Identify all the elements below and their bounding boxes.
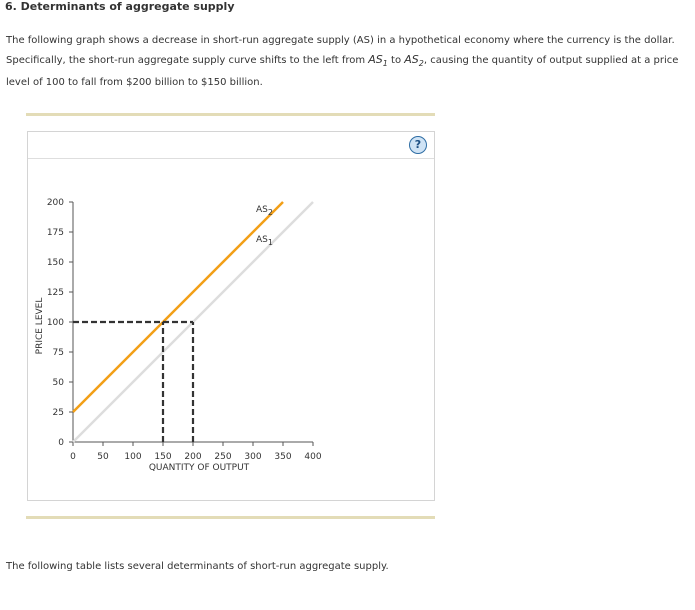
x-tick-label: 300 xyxy=(244,452,262,462)
intro-part1: The following graph shows a decrease in short-run aggregate supply (AS) in a hypothetical economy where the currency is the dollar. Specifically, the short-run aggregate supply curve shifts to the left from xyxy=(6,35,675,66)
y-tick-label: 75 xyxy=(52,348,64,358)
as2-curve-label-text: AS xyxy=(256,205,268,215)
question-intro xyxy=(6,31,686,92)
as1-symbol: $AS_1$ xyxy=(368,53,388,69)
y-tick-label: 200 xyxy=(46,198,64,208)
y-tick-label: 100 xyxy=(46,318,64,328)
x-tick-label: 0 xyxy=(70,452,76,462)
top-divider xyxy=(26,113,435,116)
y-tick-label: 125 xyxy=(46,288,64,298)
y-tick-label: 25 xyxy=(52,408,64,418)
x-tick-label: 400 xyxy=(304,452,322,462)
x-tick-label: 200 xyxy=(184,452,202,462)
help-button[interactable]: ? xyxy=(409,136,427,154)
as-chart xyxy=(28,132,434,500)
intro-to: to xyxy=(387,55,405,66)
x-tick-label: 250 xyxy=(214,452,232,462)
intro-part2: , causing the quantity of output supplied at a price level of 100 to fall from $200 billion to $150 billion. xyxy=(6,55,679,89)
as2-curve-label xyxy=(256,205,273,217)
as2-symbol: $AS_2$ xyxy=(404,53,424,69)
as2-curve-label-subscript: 2 xyxy=(267,208,273,217)
as1-curve-label-text: AS xyxy=(256,235,268,245)
footer-text: The following table lists several determinants of short-run aggregate supply. xyxy=(6,561,389,572)
x-tick-label: 100 xyxy=(124,452,142,462)
x-tick-label: 150 xyxy=(154,452,172,462)
y-tick-label: 0 xyxy=(58,438,64,448)
y-tick-label: 150 xyxy=(46,258,64,268)
y-tick-label: 175 xyxy=(46,228,64,238)
graph-panel xyxy=(27,131,435,501)
y-tick-label: 50 xyxy=(52,378,64,388)
series-line-as2 xyxy=(73,202,283,412)
y-axis-title: PRICE LEVEL xyxy=(35,297,45,355)
as1-curve-label-subscript: 1 xyxy=(267,238,273,247)
x-axis-title: QUANTITY OF OUTPUT xyxy=(148,463,250,473)
bottom-divider xyxy=(26,516,435,519)
x-tick-label: 350 xyxy=(274,452,292,462)
question-title: 6. Determinants of aggregate supply xyxy=(5,0,235,13)
x-tick-label: 50 xyxy=(97,452,109,462)
as1-curve-label xyxy=(256,235,273,247)
